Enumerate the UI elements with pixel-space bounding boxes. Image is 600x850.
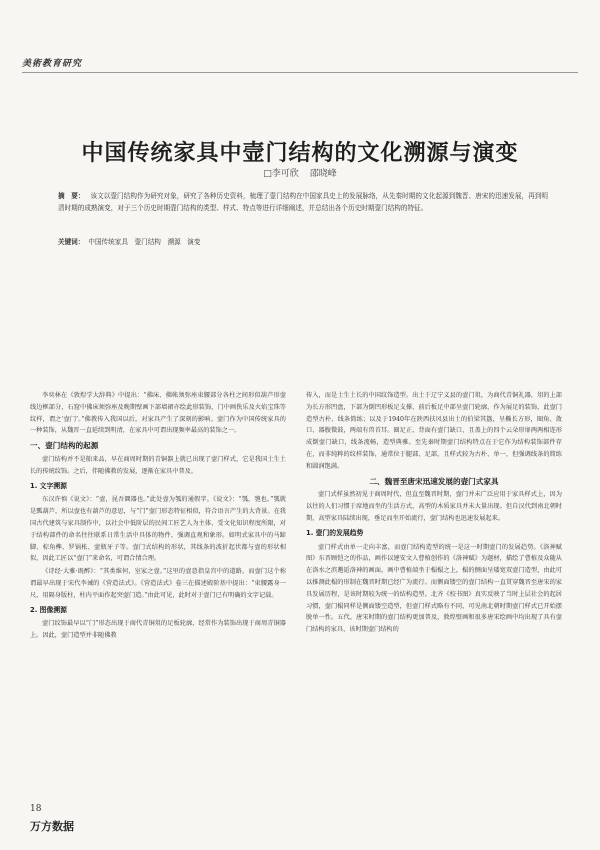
article-authors <box>0 166 600 179</box>
abstract-text: 该文以壸门结构作为研究对象，研究了各种历史资料，梳理了壸门结构在中国家具史上的发展脉络，从先秦时期的文化起源到魏晋、唐宋的迅速发展，再到明清时期的成熟演变，对于三个历史时期壸门结构的类型、样式、特点等进行详细阐述，并总结出各个历史时期壸门结构的特征。 <box>58 192 549 213</box>
section-heading-1: 一、壸门结构的起源 <box>30 441 99 451</box>
paragraph: 《诗经·大雅·既醉》：“其类维何，室家之壸。”这里的壸意指皇宫中的道路。而壸门这个称谓最早出现于宋代李诫的《营造法式》。《营造法式》卷三在描述殿阶基中提出：“束腰露身一尺，用隔身版柱，柱内平面作起突壸门造。”由此可见，此时对于壸门已有明确的文字记载。 <box>30 568 286 599</box>
paragraph: 东汉许慎《说文》：“壸，昆吾圜器也。”此处壸为瓠的通假字。《说文》：“瓠，匏也。”瓠就是瓢葫芦，所以壸也有葫芦的意思，与“门”壸门形态特征相似，符合语言产生的大背景。在我国古代建筑与家具制作中，以社会中低阶层的民间工匠艺人为主体，受文化知识程度所限，对于结构部件的命名往往联系日常生活中具体的物件，强调直观和象形。如明式家具中的马蹄脚、棕角榫、罗锅枨、壸瓶牙子等。壸门式结构的形状，其线条的波折起伏都与壸的形状相似，因此工匠以“壸门”来命名，可谓合情合理。 <box>30 496 286 563</box>
article-title: 中国传统家具中壸门结构的文化溯源与演变 <box>81 141 519 166</box>
paragraph: 壸门样式由单一走向丰富，而壸门结构造型的统一是这一时期壸门的发展趋势。《洛神赋图》东晋顾恺之的作品，画作以建安文人曹植创作的《洛神赋》为题材，描绘了曹植及众随从在洛水之滨邂逅洛神的画面。画中曹植端坐于榻榻之上，榻的侧面呈矮宽双壸门造型，由此可以推测此榻的形制在魏晋时期已经广为流行。而侧面镂空的壸门结构一直贯穿魏晋至唐宋的家具发展历程，是该时期较为统一的结构造型。北齐《校书图》真实反映了当时上层社会的起居习惯，壸门榻同样是侧面镂空造型，但壸门样式略有不同，可见南北朝时期壸门样式已开始摆脱单一性。五代、唐宋时期的壸门结构更加普及，敦煌壁画和很多唐宋绘画中均出现了具有壸门结构的家具，该时期壸门结构的 <box>306 543 562 634</box>
abstract-label: 摘 要： <box>58 192 85 200</box>
author-2: 邵晓峰 <box>309 169 337 179</box>
keywords-text: 中国传统家具 壸门结构 溯源 演变 <box>88 238 201 246</box>
header-divider <box>22 72 578 73</box>
right-column <box>306 390 562 637</box>
paragraph: 壸门结构并不是舶来品，早在商周时期的青铜器上就已出现了壸门样式，它是我国土生土长的传统纹饰。之后，伴随佛教的发展，逐渐在家具中普及。 <box>30 455 286 475</box>
keywords-label: 关键词： <box>58 238 85 246</box>
footer-brand: 万方数据 <box>30 820 74 833</box>
subsection-heading-trend: 1. 壸门的发展趋势 <box>306 528 364 537</box>
subsection-heading-image-origin: 2. 图像溯源 <box>30 605 67 614</box>
paragraph: 壸门纹饰最早以“门”形态出现于商代青铜俎的足板轮廓，经常作为装饰出现于商周青铜器上。因此，壸门造型并非随佛教 <box>30 620 286 640</box>
subsection-heading-text-origin: 1. 文字溯源 <box>30 481 67 490</box>
left-column <box>30 390 286 643</box>
abstract <box>58 190 548 214</box>
keywords <box>58 236 548 248</box>
journal-logo: 美術教育研究 <box>22 59 83 69</box>
page-number: 18 <box>30 804 42 814</box>
paragraph: 李奕林在《敦煌学大辞典》中提出：“佛床、佛帐须弥座束腰部分各柱之间形似葫芦形壸线边框部分，石窟中佛床须弥座及晚期壁画下部墙裙亦绘此形装饰，门中画佚乐及火焰宝珠等纹样，谓之‘壸门’。”佛教传入我国以后，对家具产生了深刻的影响。壸门作为中国传统家具的一种装饰，从魏晋一直延续到明清，在家具中可谓出现频率最高的装饰之一。 <box>30 392 286 435</box>
paragraph: 传入，而是土生土长的中国纹饰造型。出土于辽宁义县的壸门俎，为商代青铜礼器，俎的上部为长方形凹盘，下部为倒凹形板足支撑，前后板足中部呈壸门轮廓，作为展足的装饰，此壸门造型古朴、线条简练；以及于1940年在陕西扶风县出土的伯梁其簋，呈椭长方形，圈角、敛口、器腹微鼓，两端有兽首耳。圈足正、背面有壸门缺口，且盖上的四个云朵形扉两两相连形成倒壸门缺口，线条流畅，造型典雅。至先秦时期壸门结构特点在于它作为结构装饰部件存在，而非纯粹的纹样装饰，通常位于腿部、足部，且样式较为古朴、单一，但强调线条的简练和圆润饱满。 <box>306 392 562 470</box>
section-heading-2: 二、魏晋至唐宋迅速发展的壸门式家具 <box>369 476 499 486</box>
paragraph: 壸门式样虽然初见于商周时代，但直至魏晋时期，壸门并未广泛应用于家具样式上，因为以往的人们习惯于席地而坐的生活方式，高型的木质家具并未大量出现。但自汉代到南北朝时期，高型家具陆续出现，垂足而坐开始流行，壸门结构也迅速发展起来。 <box>306 491 562 522</box>
author-1: □李可欣 <box>263 169 299 179</box>
